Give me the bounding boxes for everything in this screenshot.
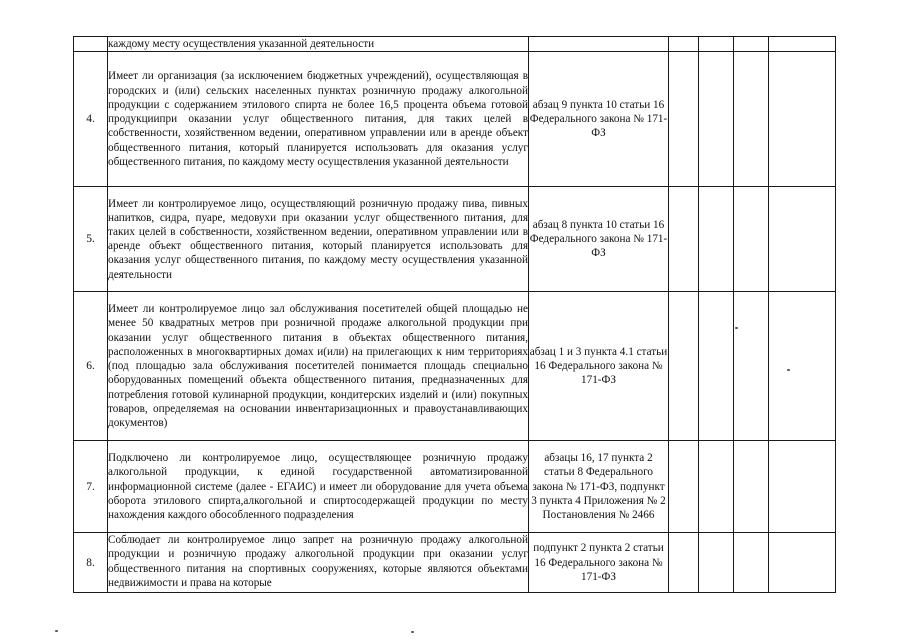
- legal-reference: абзац 8 пункта 10 статьи 16 Федерального закона № 171-ФЗ: [529, 187, 669, 292]
- table-row: [74, 37, 836, 52]
- row-number: 7.: [74, 441, 108, 533]
- answer-no-cell[interactable]: [699, 37, 734, 52]
- scan-speck: [411, 631, 414, 633]
- answer-yes-cell[interactable]: [669, 187, 699, 292]
- answer-no-cell[interactable]: [699, 441, 734, 533]
- requirement-text: [108, 292, 529, 441]
- table-row: [74, 292, 836, 441]
- answer-no-cell[interactable]: [699, 292, 734, 441]
- answer-yes-cell[interactable]: [669, 441, 699, 533]
- scan-speck: [787, 369, 790, 371]
- legal-reference: [529, 37, 669, 52]
- row-number: 5.: [74, 187, 108, 292]
- row-number: 8.: [74, 533, 108, 593]
- note-cell[interactable]: [769, 52, 836, 187]
- note-cell[interactable]: [769, 533, 836, 593]
- legal-reference: абзац 1 и 3 пункта 4.1 статьи 16 Федерального закона № 171-ФЗ: [529, 292, 669, 441]
- row-number: [74, 37, 108, 52]
- answer-yes-cell[interactable]: [669, 292, 699, 441]
- answer-na-cell[interactable]: [734, 441, 769, 533]
- requirement-text-content: Имеет ли контролируемое лицо зал обслуживания посетителей общей площадью не менее 50 квадратных метров при розничной продаже алкогольной продукции при оказании услуг общественного питания в объектах общественного питания, расположенных в многоквартирных домах и(или) на прилегающих к ним территориях (под площадью зала обслуживания посетителей понимается площадь специально оборудованных помещений объекта общественного питания, предназначенных для потребления готовой кулинарной продукции, кондитерских изделий и (или) покупных товаров, определяемая на основании инвентаризационных и правоустанавливающих документов): [108, 303, 528, 429]
- answer-na-cell[interactable]: [734, 187, 769, 292]
- answer-na-cell[interactable]: [734, 292, 769, 441]
- legal-reference: абзац 9 пункта 10 статьи 16 Федерального закона № 171-ФЗ: [529, 52, 669, 187]
- requirement-text: [108, 533, 529, 593]
- row-number: 6.: [74, 292, 108, 441]
- requirement-text: [108, 441, 529, 533]
- requirement-text: [108, 37, 529, 52]
- answer-yes-cell[interactable]: [669, 52, 699, 187]
- legal-reference: абзацы 16, 17 пункта 2 статьи 8 Федерального закона № 171-ФЗ, подпункт 3 пункта 4 Приложения № 2 Постановления № 2466: [529, 441, 669, 533]
- answer-na-cell[interactable]: [734, 37, 769, 52]
- answer-yes-cell[interactable]: [669, 37, 699, 52]
- answer-no-cell[interactable]: [699, 533, 734, 593]
- table-row: [74, 187, 836, 292]
- answer-yes-cell[interactable]: [669, 533, 699, 593]
- note-cell[interactable]: [769, 292, 836, 441]
- requirement-text: [108, 52, 529, 187]
- table-row: [74, 52, 836, 187]
- answer-na-cell[interactable]: [734, 533, 769, 593]
- requirement-text-content: Соблюдает ли контролируемое лицо запрет на розничную продажу алкогольной продукции и розничную продажу алкогольной продукции при оказании услуг общественного питания на спортивных сооружениях, которые являются объектами недвижимости и права на которые: [108, 534, 528, 589]
- answer-na-cell[interactable]: [734, 52, 769, 187]
- note-cell[interactable]: [769, 441, 836, 533]
- checklist-table: [73, 36, 836, 593]
- requirement-text-content: Подключено ли контролируемое лицо, осуществляющее розничную продажу алкогольной продукции, к единой государственной автоматизированной информационной системе (далее - ЕГАИС) и имеет ли оборудование для учета объема оборота этилового спирта,алкогольной и спиртосодержащей продукции по месту нахождения каждого обособленного подразделения: [108, 452, 528, 521]
- requirement-text-content: каждому месту осуществления указанной деятельности: [108, 38, 375, 50]
- scan-speck: [55, 630, 58, 632]
- table-row: [74, 533, 836, 593]
- requirement-text-content: Имеет ли организация (за исключением бюджетных учреждений), осуществляющая в городских и (или) сельских населенных пунктах розничную продажу алкогольной продукции с содержанием этилового спирта не более 16,5 процента объема готовой продукциипри оказании услуг общественного питания, для таких целей в собственности, хозяйственном ведении, оперативном управлении или в аренде объект общественного питания, который планируется использовать для оказания услуг общественного питания, по каждому месту осуществления указанной деятельности: [108, 70, 528, 168]
- table-row: [74, 441, 836, 533]
- row-number: 4.: [74, 52, 108, 187]
- requirement-text-content: Имеет ли контролируемое лицо, осуществляющий розничную продажу пива, пивных напитков, сидра, пуаре, медовухи при оказании услуг общественного питания, для таких целей в собственности, хозяйственном ведении, оперативном управлении или в аренде объект общественного питания, который планируется использовать для оказания услуг общественного питания, по каждому месту осуществления указанной деятельности: [108, 197, 528, 281]
- requirement-text: [108, 187, 529, 292]
- note-cell[interactable]: [769, 187, 836, 292]
- legal-reference: подпункт 2 пункта 2 статьи 16 Федерального закона № 171-ФЗ: [529, 533, 669, 593]
- answer-no-cell[interactable]: [699, 187, 734, 292]
- answer-no-cell[interactable]: [699, 52, 734, 187]
- note-cell[interactable]: [769, 37, 836, 52]
- scan-speck: [735, 327, 738, 329]
